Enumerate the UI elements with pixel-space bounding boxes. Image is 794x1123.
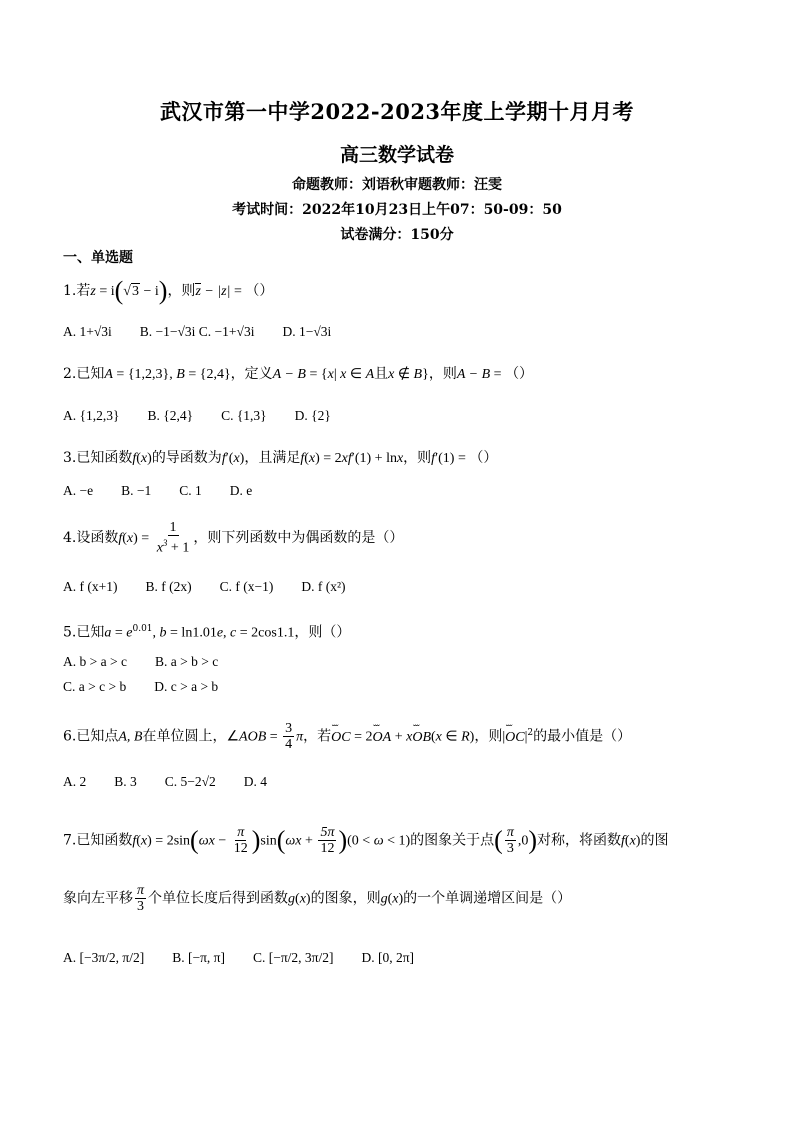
q1-options: [63, 322, 359, 342]
q5-option-b: B. a > b > c: [154, 654, 219, 669]
q3-option-b: B. −1: [121, 483, 152, 498]
question-3: 3.已知函数f(x)的导函数为f′(x)，且满足f(x) = 2xf′(1) + lnx，则f′(1) = （）: [63, 450, 498, 466]
q4-number: 4.设函数: [63, 529, 119, 546]
q3-option-d: D. e: [229, 483, 253, 498]
full-score-line: 试卷满分：150分: [340, 227, 454, 243]
q1-number: 1.若: [63, 283, 91, 299]
q2-option-b: B. {2,4}: [147, 408, 194, 423]
q2-options: [63, 406, 359, 426]
q7-number: 7.已知函数: [63, 832, 133, 849]
q5-options-row-1: [63, 652, 246, 672]
q6-option-c: C. 5−2√2: [164, 774, 216, 789]
q7-option-a: A. [−3π/2, π/2]: [63, 950, 145, 965]
question-5: 5.已知$a = e^{0.01}$, b = ln1.01e, c = 2cos1.1，则（）: [63, 624, 351, 641]
question-2: 2.已知A = {1,2,3}, B = {2,4}，定义A − B = {x| x ∈ A且x ∉ B}，则A − B = （）: [63, 366, 534, 382]
exam-time-line: 考试时间：2022年10月23日上午07：50-09：50: [232, 202, 562, 218]
q5-number: 5.已知: [63, 624, 105, 641]
q4-option-a: A. f (x+1): [63, 579, 118, 594]
q7-option-d: D. [0, 2π]: [361, 950, 415, 965]
q6-option-a: A. 2: [63, 774, 87, 789]
q4-option-d: D. f (x²): [301, 579, 346, 594]
q3-options: [63, 481, 280, 501]
q1-option-b: B. −1−√3i C. −1+√3i: [139, 324, 255, 339]
q6-options: [63, 772, 295, 792]
q4-options: [63, 577, 374, 597]
q5-option-d: D. c > a > b: [154, 679, 219, 694]
q3-option-c: C. 1: [179, 483, 202, 498]
q6-number: 6.已知点: [63, 728, 119, 745]
q3-option-a: A. −e: [63, 483, 94, 498]
question-4: 4.设函数f(x) = $\frac{1}{x^3 + 1}$ ，则下列函数中为偶函数的是（）: [63, 520, 404, 556]
q4-option-c: C. f (x−1): [219, 579, 274, 594]
q4-option-b: B. f (2x): [145, 579, 192, 594]
question-6: 6.已知点A, B在单位圆上，∠AOB = $\frac{3}{4}$ π，若ˇˇˇ OC = 2ˇˇˇ OA + xˇˇˇ OB(x ∈ R)，则|ˇˇˇ $OC|^2$的最小值是（）: [63, 721, 743, 752]
q2-option-c: C. {1,3}: [221, 408, 267, 423]
question-1: 1.若z = i(√3 − i)，则z − |z| = （）: [63, 276, 274, 305]
question-7: 7.已知函数f(x) = 2sin(ωx − $\frac{\pi}{12}$ )sin(ωx + $\frac{5\pi}{12}$ )(0 < ω < 1)的图象关于点( $\frac{\pi}{3}$ ,0)对称，将函数f(x)的图: [63, 825, 669, 856]
q2-option-d: D. {2}: [294, 408, 331, 423]
q6-option-b: B. 3: [114, 774, 137, 789]
q7-options: [63, 948, 442, 968]
q1-option-a: A. 1+√3i: [63, 324, 112, 339]
q6-option-d: D. 4: [243, 774, 268, 789]
q2-number: 2.已知: [63, 366, 105, 382]
section-heading: 一、单选题: [63, 250, 133, 266]
q3-number: 3.已知函数: [63, 450, 133, 466]
q7-option-c: C. [−π/2, 3π/2]: [253, 950, 334, 965]
q5-option-c: C. a > c > b: [63, 679, 127, 694]
exam-title: 武汉市第一中学2022-2023年度上学期十月月考: [159, 99, 635, 124]
exam-subtitle: 高三数学试卷: [339, 144, 454, 166]
q5-options-row-2: [63, 677, 246, 697]
question-7-continued: 象向左平移 $\frac{\pi}{3}$ 个单位长度后得到函数g(x)的图象，则g(x)的一个单调递增区间是（）: [63, 883, 572, 914]
q7-option-b: B. [−π, π]: [172, 950, 225, 965]
q5-option-a: A. b > a > c: [63, 654, 127, 669]
teachers-line: 命题教师：刘语秋审题教师：汪雯: [292, 177, 502, 193]
q1-option-d: D. 1−√3i: [282, 324, 332, 339]
q2-option-a: A. {1,2,3}: [63, 408, 120, 423]
